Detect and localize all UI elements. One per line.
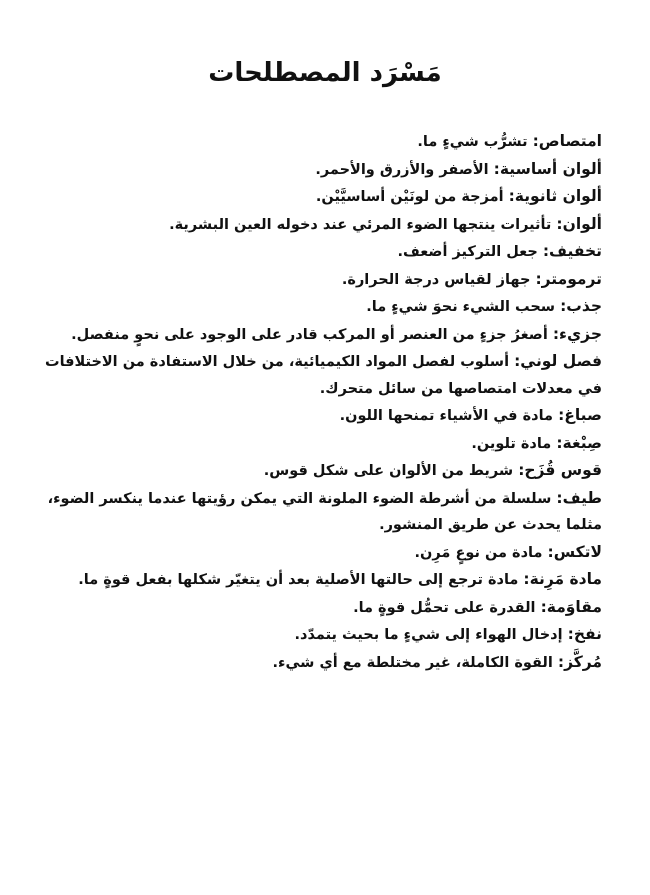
entry-term: مقاوَمة:: [540, 597, 602, 616]
entry-definition: مادة في الأشياء تمنحها اللون.: [339, 408, 559, 424]
entry-definition: مادة من نوعٍ مَرِن.: [414, 544, 548, 561]
entry-definition: مادة ترجع إلى حالتها الأصلية بعد أن يتغيّر شكلها بفعل قوةٍ ما.: [78, 572, 524, 588]
glossary-entry: [42, 649, 602, 677]
glossary-entry: [42, 156, 602, 184]
glossary-entry: [42, 211, 602, 239]
glossary-list: [42, 128, 602, 676]
glossary-entry: [42, 621, 602, 649]
glossary-entry: [42, 128, 602, 156]
entry-definition: تأثيرات ينتجها الضوء المرئي عند دخوله العين البشرية.: [169, 216, 557, 233]
entry-term: مُركَّز:: [557, 652, 602, 671]
entry-definition: إدخال الهواء إلى شيءٍ ما بحيث يتمدّد.: [294, 627, 568, 643]
glossary-entry: [42, 266, 602, 294]
entry-definition: مادة تلوين.: [471, 435, 557, 452]
entry-definition: شريط من الألوان على شكل قوس.: [263, 463, 519, 479]
entry-term: طيف:: [556, 488, 602, 507]
entry-definition: تشرُّب شيءٍ ما.: [417, 134, 533, 150]
glossary-entry: [42, 183, 602, 211]
entry-term: ترمومتر:: [535, 269, 602, 288]
entry-term: صباغ:: [558, 406, 602, 424]
entry-term: تخفيف:: [542, 242, 602, 260]
entry-definition: سلسلة من أشرطة الضوء الملونة التي يمكن رؤيتها عندما ينكسر الضوء، مثلما يحدث عن طريق المنشور.: [47, 490, 602, 533]
entry-term: نفخ:: [567, 625, 602, 643]
glossary-entry: [42, 430, 602, 458]
glossary-entry: [42, 402, 602, 430]
entry-definition: جهاز لقياس درجة الحرارة.: [341, 271, 536, 288]
entry-definition: سحب الشيء نحوَ شيءٍ ما.: [366, 299, 561, 315]
glossary-entry: [42, 321, 602, 349]
entry-term: جذب:: [560, 297, 602, 315]
entry-term: ألوان ثانوية:: [508, 187, 602, 205]
entry-definition: جعل التركيز أضعف.: [397, 244, 543, 260]
glossary-entry: [42, 594, 602, 622]
glossary-entry: [42, 348, 602, 402]
entry-term: ألوان أساسية:: [493, 159, 602, 178]
glossary-entry: [42, 539, 602, 567]
entry-term: فصل لوني:: [514, 352, 602, 370]
entry-term: ألوان:: [556, 214, 602, 233]
entry-definition: القوة الكاملة، غير مختلطة مع أي شيء.: [272, 654, 558, 671]
glossary-entry: [42, 485, 602, 539]
entry-definition: القدرة على تحمُّل قوةٍ ما.: [353, 599, 541, 616]
glossary-entry: [42, 238, 602, 266]
entry-term: لاتكس:: [547, 542, 602, 561]
entry-term: قوس قُزَح:: [518, 461, 602, 479]
entry-term: مادة مَرِنة:: [523, 570, 602, 588]
entry-term: امتصاص:: [532, 132, 602, 150]
entry-definition: أسلوب لفصل المواد الكيميائية، من خلال الاستفادة من الاختلافات في معدلات امتصاصها من سائل متحرك.: [45, 354, 602, 397]
entry-definition: الأصفر والأزرق والأحمر.: [315, 161, 494, 178]
entry-definition: أصغرُ جزءٍ من العنصر أو المركب قادر على الوجود على نحوٍ منفصل.: [71, 326, 553, 343]
entry-term: صِبْغة:: [556, 433, 602, 452]
glossary-entry: [42, 457, 602, 485]
entry-definition: أمزجة من لونَيْن أساسيَّيْن.: [315, 189, 509, 205]
glossary-entry: [42, 566, 602, 594]
glossary-entry: [42, 293, 602, 321]
entry-term: جزيء:: [552, 324, 602, 343]
page-title: مَسْرَد المصطلحات: [208, 58, 442, 88]
